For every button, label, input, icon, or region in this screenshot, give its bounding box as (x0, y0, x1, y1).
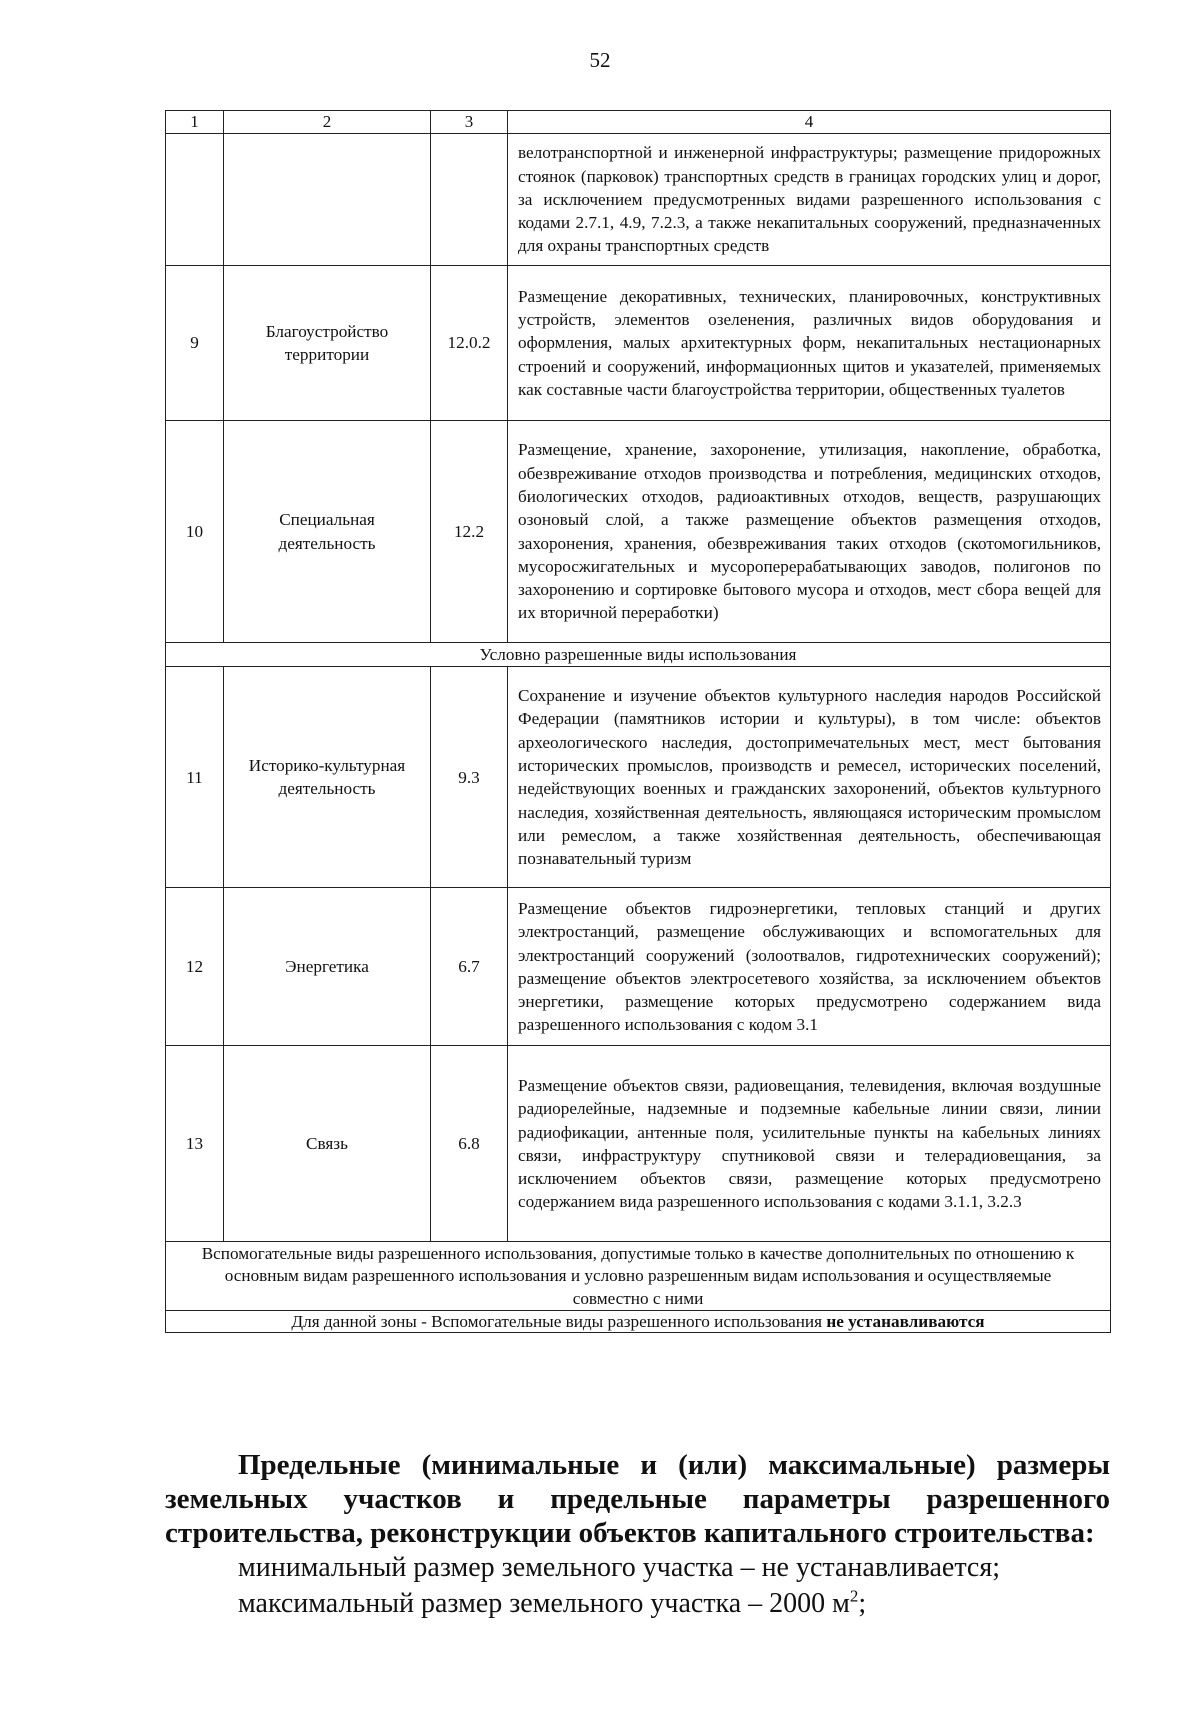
table-row (166, 421, 1111, 643)
row-code (431, 134, 508, 266)
table-row (166, 667, 1111, 888)
row-num: 10 (166, 421, 224, 643)
table-row (166, 1046, 1111, 1242)
row-code: 12.0.2 (431, 266, 508, 421)
conditional-uses-header: Условно разрешенные виды использования (166, 643, 1111, 667)
row-description: велотранспортной и инженерной инфраструктуры; размещение придорожных стоянок (парковок) транспортных средств в границах городских улиц и дорог, за исключением предусмотренных видами разрешенного использования с кодами 2.7.1, 4.9, 7.2.3, а также некапитальных сооружений, предназначенных для охраны транспортных средств (508, 134, 1111, 266)
column-header-3: 3 (431, 111, 508, 134)
note-row (166, 1311, 1111, 1333)
land-use-table (165, 110, 1111, 1333)
table-row-continuation (166, 134, 1111, 266)
table-row (166, 266, 1111, 421)
section-header-row (166, 1242, 1111, 1311)
column-header-row (166, 111, 1111, 134)
row-num: 11 (166, 667, 224, 888)
superscript: 2 (849, 1586, 859, 1606)
row-name: Специальная деятельность (224, 421, 431, 643)
max-plot-size (165, 1586, 1110, 1622)
row-code: 6.7 (431, 888, 508, 1046)
row-description: Размещение декоративных, технических, планировочных, конструктивных устройств, элементов озеленения, различных видов оборудования и оформления, малых архитектурных форм, некапитальных нестационарных строений и сооружений, информационных щитов и указателей, применяемых как составные части благоустройства территории, общественных туалетов (508, 266, 1111, 421)
page-number: 52 (589, 48, 611, 72)
section-header-row (166, 643, 1111, 667)
column-header-4: 4 (508, 111, 1111, 134)
row-code: 6.8 (431, 1046, 508, 1242)
table-row (166, 888, 1111, 1046)
note-emphasis: не устанавливаются (826, 1311, 985, 1331)
column-header-1: 1 (166, 111, 224, 134)
note-text: Для данной зоны - Вспомогательные виды разрешенного использования (291, 1311, 823, 1331)
auxiliary-uses-note (166, 1311, 1111, 1333)
row-name (224, 134, 431, 266)
row-name: Историко-культурная деятельность (224, 667, 431, 888)
min-plot-size: минимальный размер земельного участка – не устанавливается; (238, 1552, 1001, 1583)
row-code: 9.3 (431, 667, 508, 888)
row-name: Связь (224, 1046, 431, 1242)
row-description: Размещение, хранение, захоронение, утилизация, накопление, обработка, обезвреживание отходов производства и потребления, медицинских отходов, биологических отходов, радиоактивных отходов, веществ, разрушающих озоновый слой, а также размещение объектов размещения отходов, захоронения, хранения, обезвреживания таких отходов (скотомогильников, мусоросжигательных и мусороперерабатывающих заводов, полигонов по захоронению и сортировке бытового мусора и отходов, мест сбора вещей для их вторичной переработки) (508, 421, 1111, 643)
row-num: 9 (166, 266, 224, 421)
row-name: Энергетика (224, 888, 431, 1046)
row-description: Размещение объектов связи, радиовещания, телевидения, включая воздушные радиорелейные, надземные и подземные кабельные линии связи, линии радиофикации, антенные поля, усилительные пункты на кабельных линиях связи, инфраструктуру спутниковой связи и телерадиовещания, за исключением объектов связи, размещение которых предусмотрено содержанием вида разрешенного использования с кодами 3.1.1, 3.2.3 (508, 1046, 1111, 1242)
row-num (166, 134, 224, 266)
max-plot-size-text: максимальный размер земельного участка – 2000 м (238, 1588, 850, 1619)
auxiliary-uses-header: Вспомогательные виды разрешенного использования, допустимые только в качестве дополнительных по отношению к основным видам разрешенного использования и условно разрешенным видам использования и осуществляемые совместно с ними (166, 1242, 1111, 1311)
row-description: Размещение объектов гидроэнергетики, тепловых станций и других электростанций, размещение обслуживающих и вспомогательных для электростанций сооружений (золоотвалов, гидротехнических сооружений); размещение объектов электросетевого хозяйства, за исключением объектов энергетики, размещение которых предусмотрено содержанием вида разрешенного использования с кодом 3.1 (508, 888, 1111, 1046)
limits-title: Предельные (минимальные и (или) максимальные) размеры земельных участков и предельные параметры разрешенного строительства, реконструкции объектов капитального строительства: (165, 1449, 1110, 1549)
row-num: 12 (166, 888, 224, 1046)
limits-section (165, 1448, 1110, 1622)
row-description: Сохранение и изучение объектов культурного наследия народов Российской Федерации (памятников истории и культуры), в том числе: объектов археологического наследия, достопримечательных мест, мест бытования исторических промыслов, производств и ремесел, исторических поселений, недействующих военных и гражданских захоронений, объектов культурного наследия, хозяйственная деятельность, являющаяся историческим промыслом или ремеслом, а также хозяйственная деятельность, обеспечивающая познавательный туризм (508, 667, 1111, 888)
row-name: Благоустройство территории (224, 266, 431, 421)
row-code: 12.2 (431, 421, 508, 643)
column-header-2: 2 (224, 111, 431, 134)
max-plot-size-end: ; (858, 1588, 867, 1619)
row-num: 13 (166, 1046, 224, 1242)
